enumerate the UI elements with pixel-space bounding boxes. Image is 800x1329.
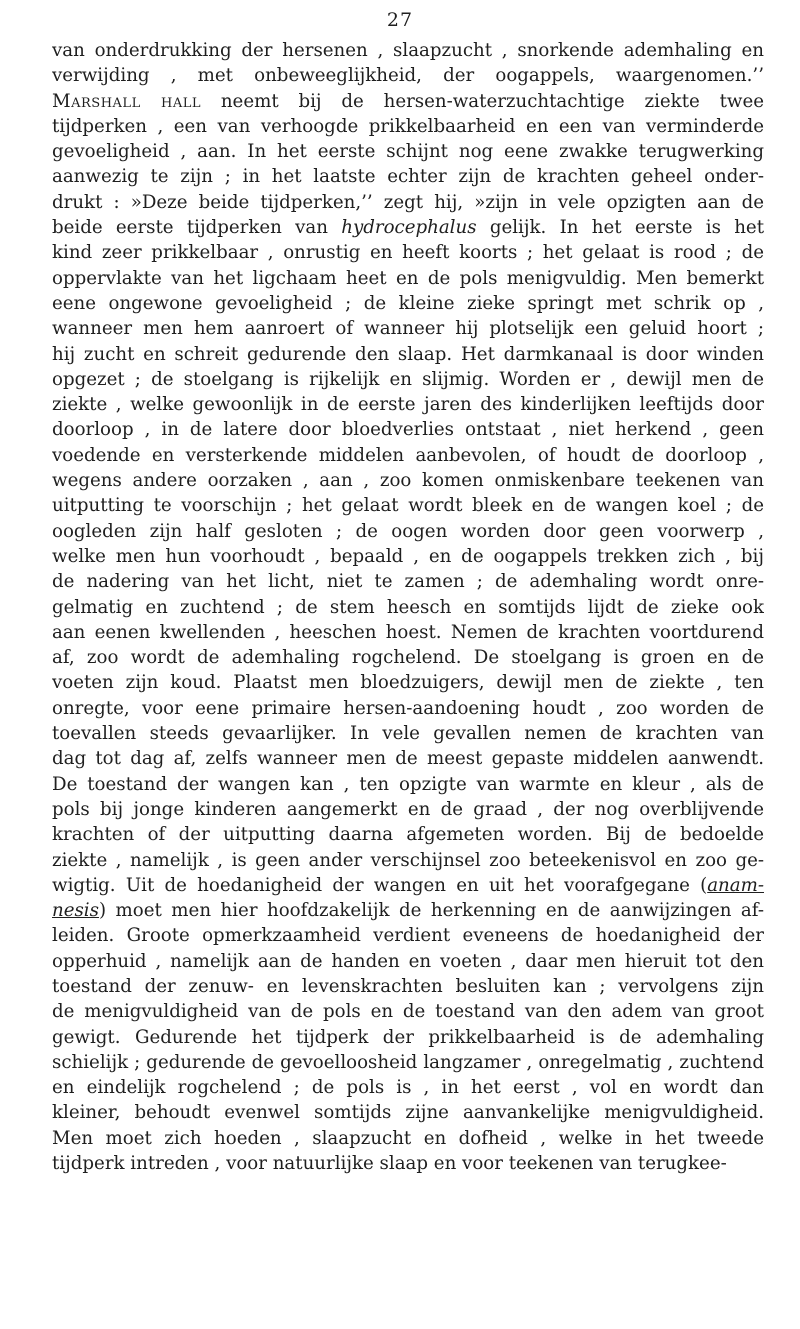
text-line [52,443,764,468]
text-line [52,569,764,594]
text-segment: ) moet men hier hoofdzakelijk de herkenning en de aanwijzingen af- [98,900,764,922]
text-segment: voedende en versterkende middelen aanbevolen, of houdt de doorloop , [52,444,764,466]
text-segment: tijdperk intreden , voor natuurlijke slaap en voor teekenen van terugkee- [52,1153,727,1175]
text-line [52,342,764,367]
text-line [52,670,764,695]
text-segment: tijdperken , een van verhoogde prikkelbaarheid en een van verminderde [52,115,764,137]
text-segment: nesis [52,900,99,922]
text-segment: drukt : »Deze beide tijdperken,’’ zegt hij, »zijn in vele opzigten aan de [52,191,764,213]
text-segment: aan eenen kwellenden , heeschen hoest. Nemen de krachten voortdurend [52,621,764,643]
text-segment: kleiner, behoudt evenwel somtijds zijne aanvankelijke menigvuldigheid. [52,1102,764,1124]
text-line [52,1025,764,1050]
text-segment: beide eerste tijdperken van [52,217,342,239]
text-segment: eene ongewone gevoeligheid ; de kleine zieke springt met schrik op , [52,292,764,314]
text-line [52,974,764,999]
text-line [52,1151,764,1176]
text-segment: ziekte , welke gewoonlijk in de eerste jaren des kinderlijken leeftijds door [52,394,764,416]
text-segment: af, zoo wordt de ademhaling rogchelend. De stoelgang is groen en de [52,647,764,669]
text-line [52,1100,764,1125]
text-line [52,1126,764,1151]
text-line [52,645,764,670]
text-segment: aanwezig te zijn ; in het laatste echter zijn de krachten geheel onder- [52,166,764,188]
text-segment: pols bij jonge kinderen aangemerkt en de graad , der nog overblijvende [52,798,764,820]
text-line [52,493,764,518]
text-segment: welke men hun voorhoudt , bepaald , en de oogappels trekken zich , bij [52,545,764,567]
text-segment: hydrocephalus [341,217,477,239]
text-line [52,89,764,114]
text-line [52,696,764,721]
text-line [52,746,764,771]
text-segment: schielijk ; gedurende de gevoelloosheid langzamer , onregelmatig , zuchtend [52,1051,764,1073]
text-line [52,721,764,746]
text-line [52,392,764,417]
text-segment: wigtig. Uit de hoedanigheid der wangen en uit het voorafgegane ( [52,874,708,896]
text-segment: en eindelijk rogchelend ; de pols is , in het eerst , vol en wordt dan [52,1077,764,1099]
text-segment: van onderdrukking der hersenen , slaapzucht , snorkende ademhaling en [52,40,764,61]
text-segment: uitputting te voorschijn ; het gelaat wordt bleek en de wangen koel ; de [52,495,764,517]
text-line [52,468,764,493]
text-segment: gevoeligheid , aan. In het eerste schijnt nog eene zwakke terugwerking [52,141,764,163]
text-segment: toestand der zenuw- en levenskrachten besluiten kan ; vervolgens zijn [52,975,764,997]
text-line [52,367,764,392]
text-line [52,848,764,873]
text-segment: voeten zijn koud. Plaatst men bloedzuigers, dewijl men de ziekte , ten [52,672,764,694]
text-line [52,772,764,797]
body-text [52,38,764,1176]
text-line [52,266,764,291]
text-segment: verwijding , met onbeweeglijkheid, der oogappels, waargenomen.’’ [52,65,764,87]
text-line [52,544,764,569]
text-line [52,797,764,822]
text-segment: anam- [707,874,764,896]
text-line [52,1075,764,1100]
text-segment: De toestand der wangen kan , ten opzigte van warmte en kleur , als de [52,773,764,795]
text-line [52,114,764,139]
text-segment: neemt bij de hersen-waterzuchtachtige ziekte twee [201,90,764,112]
text-segment: doorloop , in de latere door bloedverlies ontstaat , niet herkend , geen [52,419,764,441]
text-segment: oogleden zijn half gesloten ; de oogen worden door geen voorwerp , [52,520,764,542]
text-segment: Men moet zich hoeden , slaapzucht en dofheid , welke in het tweede [52,1127,764,1149]
text-line [52,1050,764,1075]
text-segment: wanneer men hem aanroert of wanneer hij plotselijk een geluid hoort ; [52,318,764,340]
text-segment: opgezet ; de stoelgang is rijkelijk en slijmig. Worden er , dewijl men de [52,368,764,390]
text-segment: gelmatig en zuchtend ; de stem heesch en somtijds lijdt de zieke ook [52,596,764,618]
page-number: 27 [386,9,414,31]
text-segment: de nadering van het licht, niet te zamen ; de ademhaling wordt onre- [52,571,764,593]
text-line [52,215,764,240]
text-line [52,595,764,620]
text-line [52,822,764,847]
text-segment: gelijk. In het eerste is het [476,217,764,239]
text-line [52,999,764,1024]
text-line [52,190,764,215]
text-segment: leiden. Groote opmerkzaamheid verdient eveneens de hoedanigheid der [52,925,764,947]
text-line [52,873,764,898]
text-segment: onregte, voor eene primaire hersen-aandoening houdt , zoo worden de [52,697,764,719]
text-segment: hij zucht en schreit gedurende den slaap. Het darmkanaal is door winden [52,343,764,365]
text-line [52,898,764,923]
text-segment: de menigvuldigheid van de pols en de toestand van den adem van groot [52,1001,764,1023]
text-segment: gewigt. Gedurende het tijdperk der prikkelbaarheid is de ademhaling [52,1026,764,1048]
text-segment: wegens andere oorzaken , aan , zoo komen onmiskenbare teekenen van [52,470,764,492]
text-line [52,417,764,442]
text-line [52,316,764,341]
text-line [52,923,764,948]
text-line [52,240,764,265]
text-segment: toevallen steeds gevaarlijker. In vele gevallen nemen de krachten van [52,723,764,745]
text-segment: ziekte , namelijk , is geen ander verschijnsel zoo beteekenisvol en zoo ge- [52,849,764,871]
text-line [52,519,764,544]
text-line [52,291,764,316]
text-line [52,38,764,63]
text-line [52,620,764,645]
text-segment: opperhuid , namelijk aan de handen en voeten , daar men hieruit tot den [52,950,764,972]
text-line [52,63,764,88]
text-segment: Marshall hall [52,90,202,112]
text-segment: krachten of der uitputting daarna afgemeten worden. Bij de bedoelde [52,824,764,846]
text-line [52,139,764,164]
text-line [52,164,764,189]
text-line [52,949,764,974]
text-segment: dag tot dag af, zelfs wanneer men de meest gepaste middelen aanwendt. [52,748,764,770]
text-segment: oppervlakte van het ligchaam heet en de pols menigvuldig. Men bemerkt [52,267,764,289]
text-segment: kind zeer prikkelbaar , onrustig en heeft koorts ; het gelaat is rood ; de [52,242,764,264]
